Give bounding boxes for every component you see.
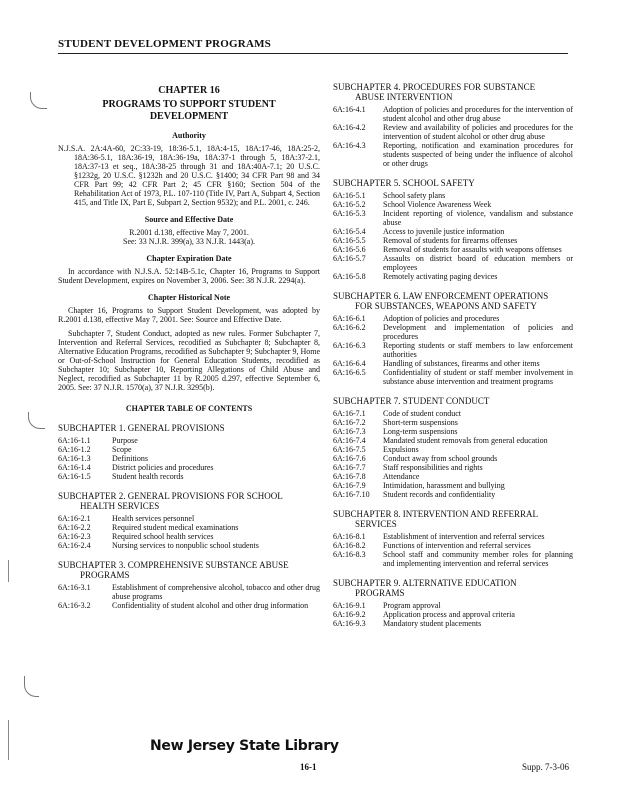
history-heading: Chapter Historical Note: [147, 293, 231, 302]
subchapter-2-title: SUBCHAPTER 2. GENERAL PROVISIONS FOR SCHOOL HEALTH SERVICES: [58, 491, 283, 511]
history-para-1: Chapter 16, Programs to Support Student Development, was adopted by R.2001 d.138, effective May 7, 2001. See: Source and Effective Date.: [58, 306, 320, 324]
toc-entry[interactable]: 6A:16-6.1 Adoption of policies and procedures: [333, 314, 500, 323]
header-rule: [58, 53, 568, 54]
subchapter-4-title: SUBCHAPTER 4. PROCEDURES FOR SUBSTANCE ABUSE INTERVENTION: [333, 82, 536, 102]
toc-entry[interactable]: 6A:16-8.1 Establishment of intervention and referral services: [333, 532, 545, 541]
subchapter-1-title: SUBCHAPTER 1. GENERAL PROVISIONS: [58, 423, 225, 433]
subchapter-7-title: SUBCHAPTER 7. STUDENT CONDUCT: [333, 396, 490, 406]
subchapter-5-list: [333, 191, 573, 281]
toc-entry[interactable]: 6A:16-7.8 Attendance: [333, 472, 420, 481]
running-header: STUDENT DEVELOPMENT PROGRAMS: [58, 38, 271, 50]
subchapter-6-list: [333, 314, 573, 386]
library-stamp: New Jersey State Library: [150, 738, 339, 754]
margin-tick: [8, 560, 9, 582]
punch-hole-mark: [24, 676, 39, 697]
toc-entry[interactable]: 6A:16-5.4 Access to juvenile justice information: [333, 227, 505, 236]
expiration-text: In accordance with N.J.S.A. 52:14B-5.1c, Chapter 16, Programs to Support Student Development, expires on November 3, 2006. See: 38 N.J.R. 2294(a).: [58, 267, 320, 285]
toc-entry[interactable]: 6A:16-1.2 Scope: [58, 445, 132, 454]
toc-entry[interactable]: 6A:16-5.8 Remotely activating paging devices: [333, 272, 498, 281]
toc-entry[interactable]: 6A:16-8.3 School staff and community member roles for planning and implementing intervention and referral services: [333, 550, 573, 568]
subchapter-9-title: SUBCHAPTER 9. ALTERNATIVE EDUCATION PROGRAMS: [333, 578, 517, 598]
subchapter-4-list: [333, 105, 573, 168]
subchapter-5-title: SUBCHAPTER 5. SCHOOL SAFETY: [333, 178, 475, 188]
toc-entry[interactable]: 6A:16-4.3 Reporting, notification and examination procedures for students suspected of being under the influence of alcohol or other drugs: [333, 141, 573, 168]
punch-hole-mark: [30, 92, 47, 109]
toc-entry[interactable]: 6A:16-1.4 District policies and procedures: [58, 463, 214, 472]
toc-entry[interactable]: 6A:16-1.3 Definitions: [58, 454, 148, 463]
subchapter-9-list: [333, 601, 573, 628]
subchapter-3-list: [58, 583, 320, 610]
authority-heading: Authority: [172, 131, 206, 140]
toc-entry[interactable]: 6A:16-7.9 Intimidation, harassment and bullying: [333, 481, 505, 490]
toc-entry[interactable]: 6A:16-2.2 Required student medical examinations: [58, 523, 239, 532]
toc-entry[interactable]: 6A:16-5.5 Removal of students for firearms offenses: [333, 236, 518, 245]
toc-entry[interactable]: 6A:16-2.3 Required school health services: [58, 532, 214, 541]
toc-entry[interactable]: 6A:16-5.7 Assaults on district board of education members or employees: [333, 254, 573, 272]
margin-tick: [8, 720, 9, 760]
toc-entry[interactable]: 6A:16-9.3 Mandatory student placements: [333, 619, 482, 628]
toc-entry[interactable]: 6A:16-5.3 Incident reporting of violence, vandalism and substance abuse: [333, 209, 573, 227]
subchapter-8-list: [333, 532, 573, 568]
toc-entry[interactable]: 6A:16-6.3 Reporting students or staff members to law enforcement authorities: [333, 341, 573, 359]
subchapter-7-list: [333, 409, 573, 499]
toc-entry[interactable]: 6A:16-5.1 School safety plans: [333, 191, 446, 200]
toc-entry[interactable]: 6A:16-6.4 Handling of substances, firearms and other items: [333, 359, 540, 368]
right-column: [333, 78, 573, 628]
supplement-date: Supp. 7-3-06: [522, 762, 569, 772]
authority-text: N.J.S.A. 2A:4A-60, 2C:33-19, 18:36-5.1, 18A:4-15, 18A:17-46, 18A:25-2, 18A:36-5.1, 18A:36-19, 18A:36-19a, 18A:37-1 through 5, 18A:37-2.1, 18A:37-13 et seq., 18A:38-25 through 31 and 18A:40A-7.1; 20 U.S.C. §1232g, 20 U.S.C. §1232h and 20 U.S.C. §1400; 34 CFR Part 98 and 34 CFR Part 99; 42 CFR Part 2; 45 CFR §160; Section 504 of the Rehabilitation Act of 1973, P.L. 107-110 (Title IV, Part A, Subpart 4, Section 415, and Title IX, Part E, Subpart 2, Section 9532); and P.L. 2001, c. 246.: [58, 144, 320, 207]
toc-entry[interactable]: 6A:16-7.4 Mandated student removals from general education: [333, 436, 548, 445]
source-line-1: R.2001 d.138, effective May 7, 2001.: [129, 228, 249, 237]
toc-entry[interactable]: 6A:16-8.2 Functions of intervention and referral services: [333, 541, 531, 550]
toc-entry[interactable]: 6A:16-1.1 Purpose: [58, 436, 138, 445]
toc-entry[interactable]: 6A:16-7.2 Short-term suspensions: [333, 418, 458, 427]
subchapter-6-title: SUBCHAPTER 6. LAW ENFORCEMENT OPERATIONS FOR SUBSTANCES, WEAPONS AND SAFETY: [333, 291, 549, 311]
source-line-2: See: 33 N.J.R. 399(a), 33 N.J.R. 1443(a).: [123, 237, 255, 246]
toc-entry[interactable]: 6A:16-6.2 Development and implementation of policies and procedures: [333, 323, 573, 341]
toc-entry[interactable]: 6A:16-9.1 Program approval: [333, 601, 441, 610]
toc-entry[interactable]: 6A:16-9.2 Application process and approval criteria: [333, 610, 515, 619]
toc-entry[interactable]: 6A:16-1.5 Student health records: [58, 472, 184, 481]
page-number: 16-1: [300, 762, 317, 772]
toc-entry[interactable]: 6A:16-3.1 Establishment of comprehensive alcohol, tobacco and other drug abuse programs: [58, 583, 320, 601]
subchapter-3-title: SUBCHAPTER 3. COMPREHENSIVE SUBSTANCE ABUSE PROGRAMS: [58, 560, 289, 580]
toc-entry[interactable]: 6A:16-7.3 Long-term suspensions: [333, 427, 458, 436]
chapter-title: PROGRAMS TO SUPPORT STUDENT DEVELOPMENT: [102, 99, 276, 122]
toc-entry[interactable]: 6A:16-2.1 Health services personnel: [58, 514, 195, 523]
subchapter-1-list: [58, 436, 320, 481]
toc-entry[interactable]: 6A:16-3.2 Confidentiality of student alcohol and other drug information: [58, 601, 309, 610]
subchapter-8-title: SUBCHAPTER 8. INTERVENTION AND REFERRAL SERVICES: [333, 509, 539, 529]
toc-heading: CHAPTER TABLE OF CONTENTS: [125, 404, 253, 413]
source-heading: Source and Effective Date: [144, 215, 234, 224]
toc-entry[interactable]: 6A:16-7.1 Code of student conduct: [333, 409, 461, 418]
toc-entry[interactable]: 6A:16-2.4 Nursing services to nonpublic school students: [58, 541, 259, 550]
toc-entry[interactable]: 6A:16-5.6 Removal of students for assaults with weapons offenses: [333, 245, 562, 254]
left-column: [58, 78, 320, 610]
expiration-heading: Chapter Expiration Date: [146, 254, 232, 263]
punch-hole-mark: [28, 412, 45, 429]
subchapter-2-list: [58, 514, 320, 550]
toc-entry[interactable]: 6A:16-6.5 Confidentiality of student or staff member involvement in substance abuse intervention and treatment programs: [333, 368, 573, 386]
history-para-2: Subchapter 7, Student Conduct, adopted as new rules. Former Subchapter 7, Intervention and Referral Services, recodified as Subchapter 8; Subchapter 8, Alternative Education Programs, recodified as Subchapter 9; Subchapter 9, Home or Out-of-School Instruction for General Education Students, recodified as Subchapter 10; Subchapter 10, Reporting Allegations of Child Abuse and Neglect, recodified as Subchapter 11 by R.2005 d.297, effective September 6, 2005. See: 37 N.J.R. 1570(a), 37 N.J.R. 3295(b).: [58, 329, 320, 392]
toc-entry[interactable]: 6A:16-5.2 School Violence Awareness Week: [333, 200, 492, 209]
toc-entry[interactable]: 6A:16-4.2 Review and availability of policies and procedures for the intervention of student alcohol or other drug abuse: [333, 123, 573, 141]
chapter-number: CHAPTER 16: [158, 85, 220, 96]
toc-entry[interactable]: 6A:16-7.10 Student records and confidentiality: [333, 490, 496, 499]
toc-entry[interactable]: 6A:16-7.6 Conduct away from school grounds: [333, 454, 498, 463]
toc-entry[interactable]: 6A:16-7.5 Expulsions: [333, 445, 419, 454]
toc-entry[interactable]: 6A:16-7.7 Staff responsibilities and rights: [333, 463, 483, 472]
toc-entry[interactable]: 6A:16-4.1 Adoption of policies and procedures for the intervention of student alcohol and other drug abuse: [333, 105, 573, 123]
